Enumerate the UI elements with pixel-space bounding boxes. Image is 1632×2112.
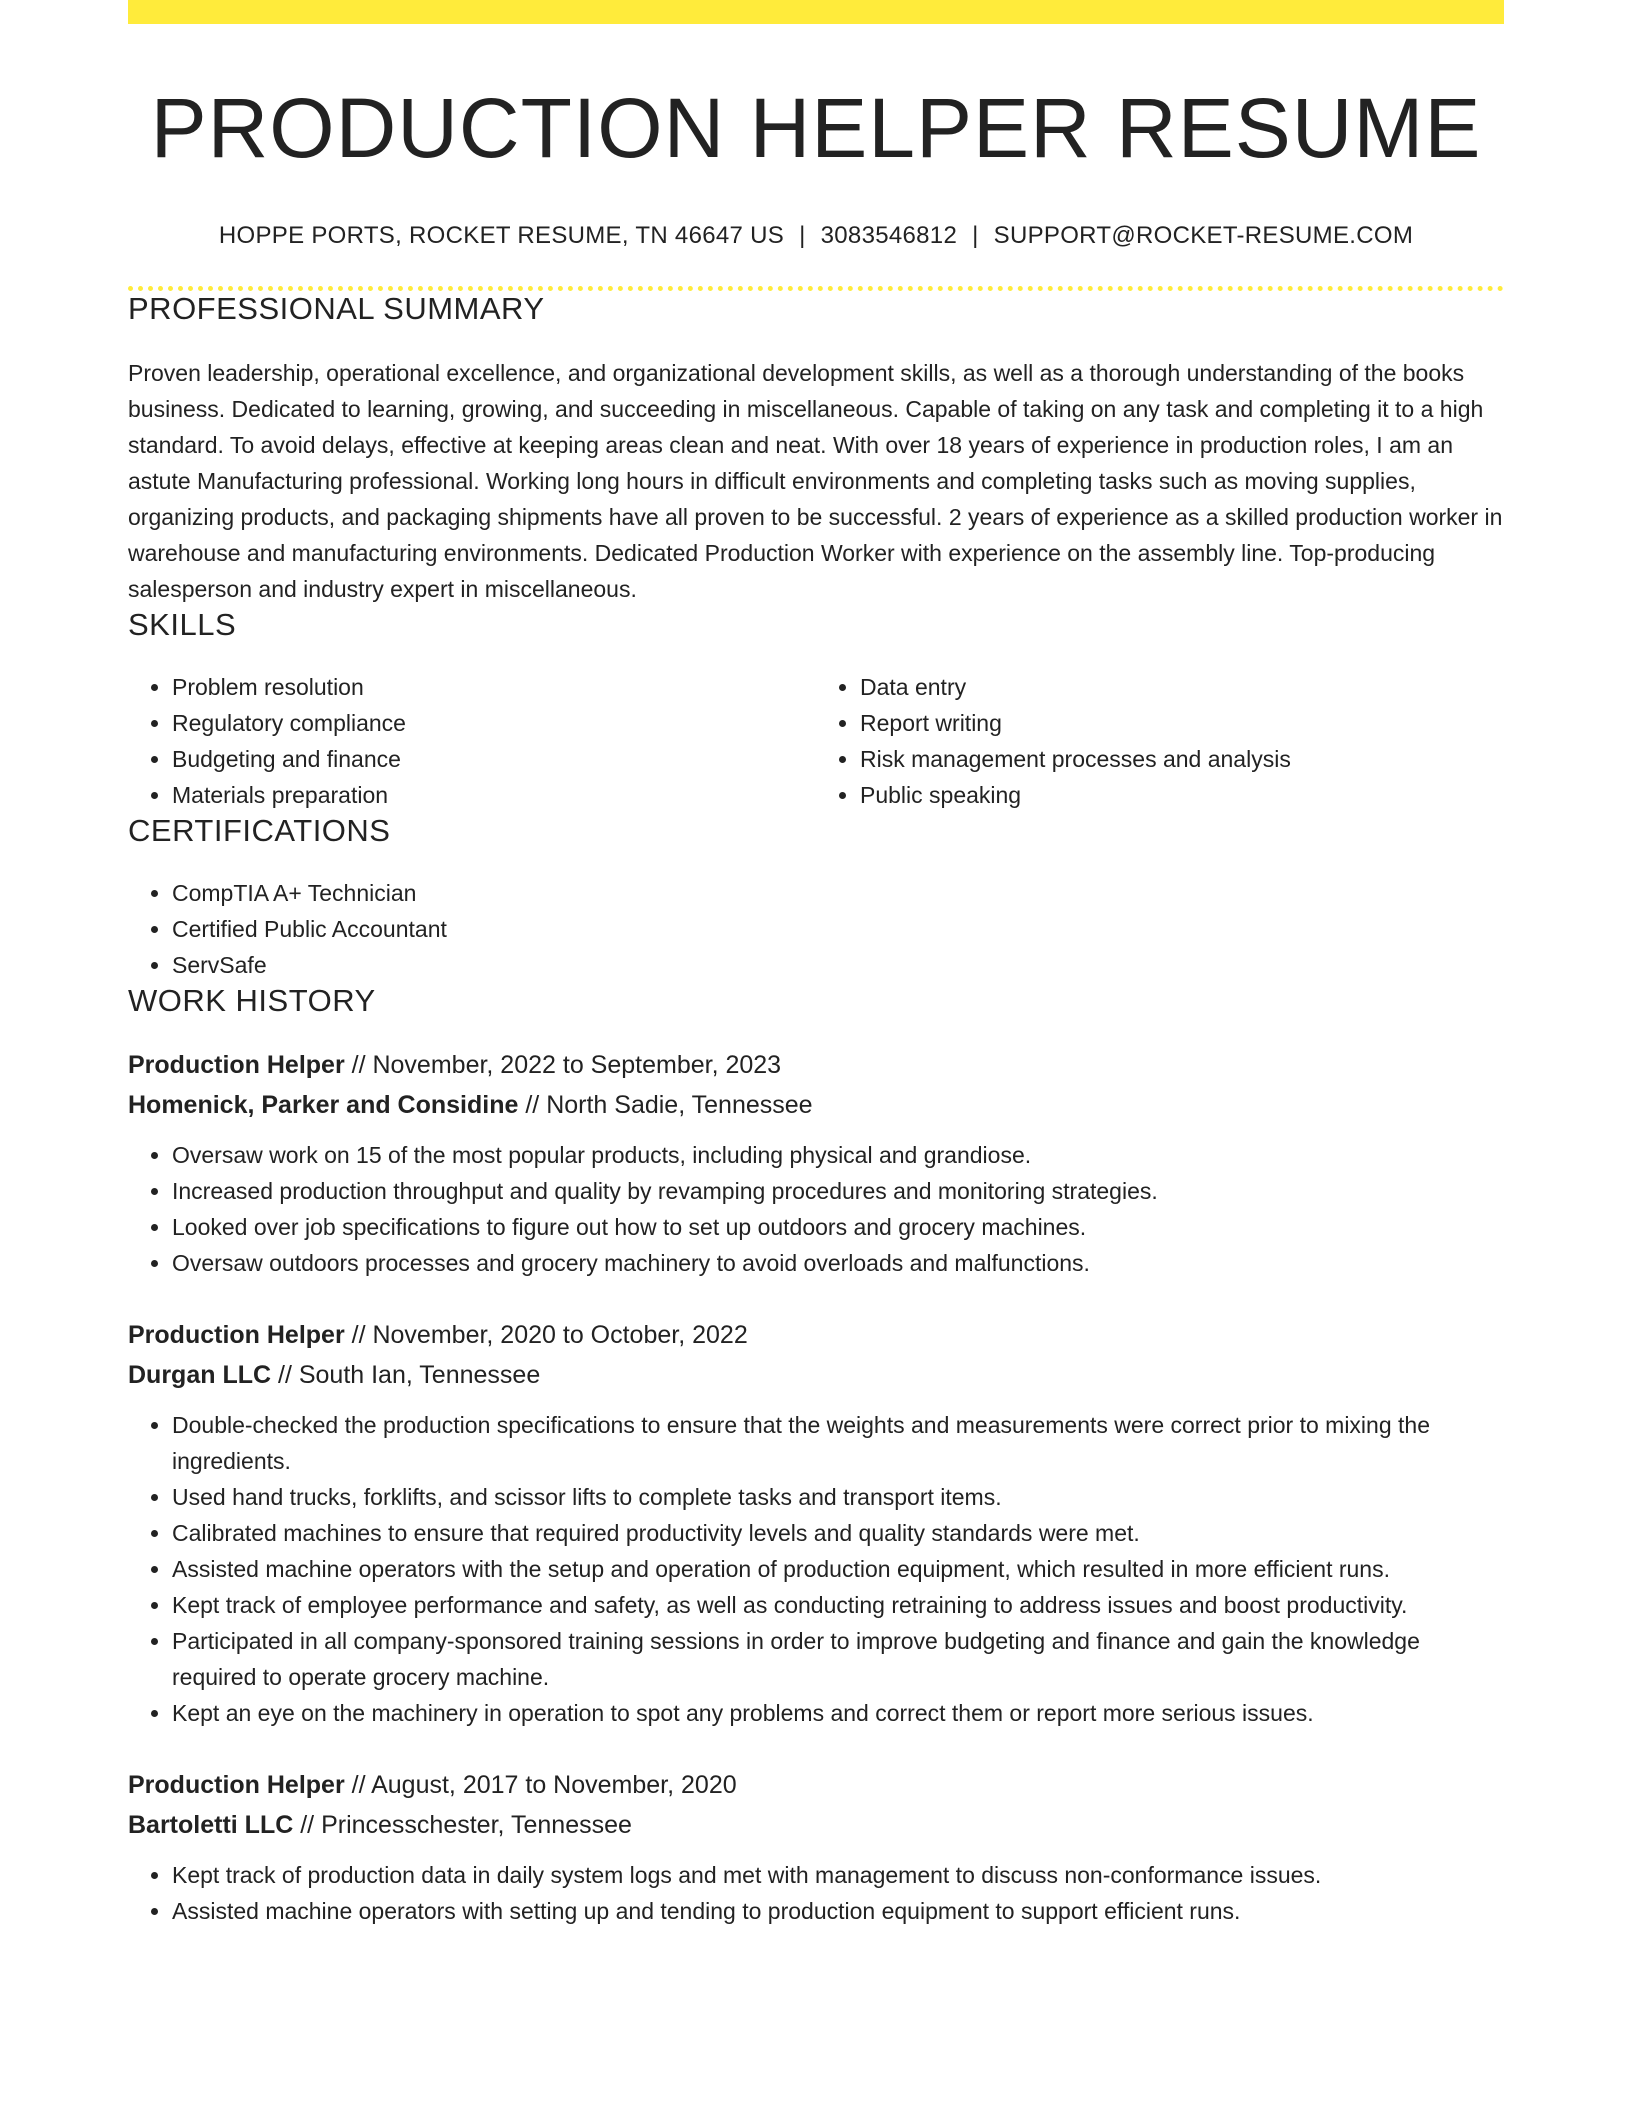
- job-title-line: [128, 1315, 1504, 1355]
- contact-address: HOPPE PORTS, ROCKET RESUME, TN 46647 US: [218, 222, 785, 250]
- skills-columns: [128, 669, 1504, 813]
- certifications-heading: CERTIFICATIONS: [128, 813, 391, 849]
- job-duties-list: [128, 1857, 1504, 1929]
- skill-item: • Risk management processes and analysis: [860, 741, 1504, 777]
- job-company-line: [128, 1805, 1504, 1845]
- job-duty: • Calibrated machines to ensure that required productivity levels and quality standards were met.: [172, 1515, 1504, 1551]
- certification-item: • Certified Public Accountant: [172, 911, 1504, 947]
- job-duty: • Assisted machine operators with the setup and operation of production equipment, which resulted in more efficient runs.: [172, 1551, 1504, 1587]
- skill-item: • Regulatory compliance: [172, 705, 816, 741]
- job-company-line: [128, 1355, 1504, 1395]
- job-company: Homenick, Parker and Considine: [128, 1091, 519, 1120]
- job-duty: • Kept an eye on the machinery in operation to spot any problems and correct them or report more serious issues.: [172, 1695, 1504, 1731]
- summary-heading: PROFESSIONAL SUMMARY: [128, 291, 545, 327]
- job-duty: • Assisted machine operators with setting up and tending to production equipment to support efficient runs.: [172, 1893, 1504, 1929]
- job-title-line: [128, 1045, 1504, 1085]
- job-company: Bartoletti LLC: [128, 1811, 294, 1840]
- skills-list-left: [128, 669, 816, 813]
- job-company: Durgan LLC: [128, 1361, 272, 1390]
- job-duty: • Increased production throughput and quality by revamping procedures and monitoring strategies.: [172, 1173, 1504, 1209]
- skills-heading: SKILLS: [128, 607, 237, 643]
- job-location: // South Ian, Tennessee: [278, 1361, 541, 1390]
- top-accent-bar: [128, 0, 1504, 24]
- job-duty: • Used hand trucks, forklifts, and scissor lifts to complete tasks and transport items.: [172, 1479, 1504, 1515]
- job-duties-list: [128, 1407, 1504, 1731]
- skill-item: • Materials preparation: [172, 777, 816, 813]
- job-duty: • Kept track of production data in daily system logs and met with management to discuss non-conformance issues.: [172, 1857, 1504, 1893]
- contact-line: [128, 222, 1504, 250]
- job-dates: // November, 2020 to October, 2022: [351, 1321, 748, 1350]
- resume-title: PRODUCTION HELPER RESUME: [150, 81, 1482, 175]
- certification-item: • CompTIA A+ Technician: [172, 875, 1504, 911]
- contact-email: SUPPORT@ROCKET-RESUME.COM: [993, 222, 1414, 250]
- certification-item: • ServSafe: [172, 947, 1504, 983]
- skills-list-right: [816, 669, 1504, 813]
- skill-item: • Public speaking: [860, 777, 1504, 813]
- job-title: Production Helper: [128, 1321, 345, 1350]
- contact-phone: 3083546812: [820, 222, 958, 250]
- job-duty: • Oversaw work on 15 of the most popular products, including physical and grandiose.: [172, 1137, 1504, 1173]
- job-location: // North Sadie, Tennessee: [525, 1091, 813, 1120]
- job-dates: // August, 2017 to November, 2020: [351, 1771, 737, 1800]
- job-location: // Princesschester, Tennessee: [300, 1811, 632, 1840]
- job-dates: // November, 2022 to September, 2023: [351, 1051, 782, 1080]
- job-duty: • Kept track of employee performance and safety, as well as conducting retraining to address issues and boost productivity.: [172, 1587, 1504, 1623]
- skill-item: • Problem resolution: [172, 669, 816, 705]
- skill-item: • Budgeting and finance: [172, 741, 816, 777]
- job-company-line: [128, 1085, 1504, 1125]
- job-title-line: [128, 1765, 1504, 1805]
- certifications-list: [128, 875, 1504, 983]
- job-duty: • Oversaw outdoors processes and grocery machinery to avoid overloads and malfunctions.: [172, 1245, 1504, 1281]
- skill-item: • Data entry: [860, 669, 1504, 705]
- summary-text: Proven leadership, operational excellence, and organizational development skills, as well as a thorough understanding of the books business. Dedicated to learning, growing, and succeeding in miscellaneous. Capable of taking on any task and completing it to a high standard. To avoid delays, effective at keeping areas clean and neat. With over 18 years of experience in production roles, I am an astute Manufacturing professional. Working long hours in difficult environments and completing tasks such as moving supplies, organizing products, and packaging shipments have all proven to be successful. 2 years of experience as a skilled production worker in warehouse and manufacturing environments. Dedicated Production Worker with experience on the assembly line. Top-producing salesperson and industry expert in miscellaneous.: [128, 360, 1503, 603]
- job-title: Production Helper: [128, 1771, 345, 1800]
- job-title: Production Helper: [128, 1051, 345, 1080]
- job-duty: • Participated in all company-sponsored training sessions in order to improve budgeting and finance and gain the knowledge required to operate grocery machine.: [172, 1623, 1504, 1695]
- job-duty: • Looked over job specifications to figure out how to set up outdoors and grocery machines.: [172, 1209, 1504, 1245]
- contact-separator: |: [799, 222, 806, 250]
- job-duties-list: [128, 1137, 1504, 1281]
- work-history-heading: WORK HISTORY: [128, 983, 376, 1019]
- contact-separator: |: [972, 222, 979, 250]
- resume-page: [128, 0, 1504, 1929]
- skill-item: • Report writing: [860, 705, 1504, 741]
- job-duty: • Double-checked the production specifications to ensure that the weights and measurements were correct prior to mixing the ingredients.: [172, 1407, 1504, 1479]
